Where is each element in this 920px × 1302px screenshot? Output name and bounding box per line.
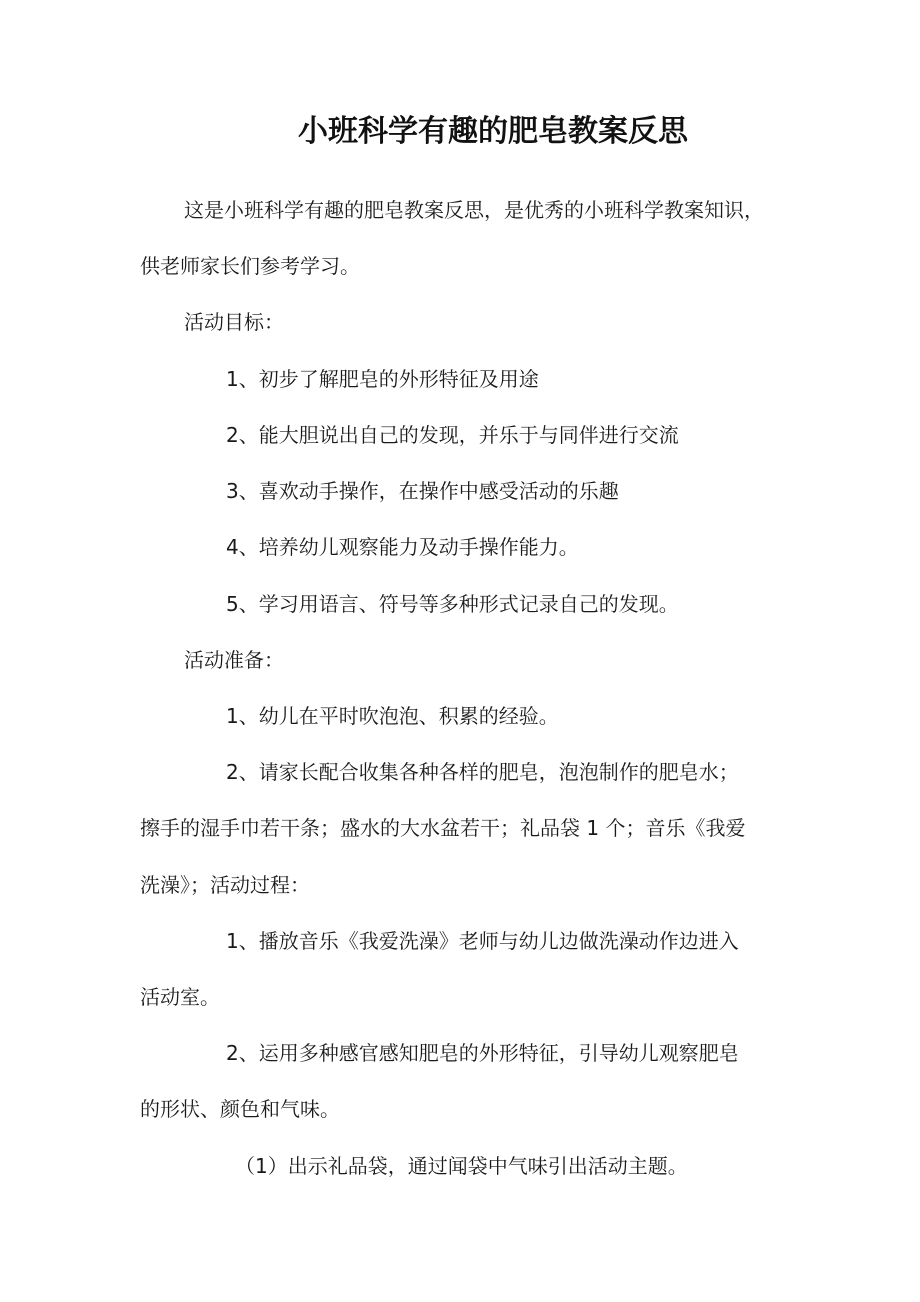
paragraph-line: 擦手的湿手巾若干条；盛水的大水盆若干；礼品袋 1 个；音乐《我爱 (140, 816, 746, 840)
section-heading: 活动准备： (184, 648, 284, 672)
section-heading: 活动目标： (184, 310, 284, 334)
document-title: 小班科学有趣的肥皂教案反思 (298, 114, 688, 149)
paragraph-line: 这是小班科学有趣的肥皂教案反思，是优秀的小班科学教案知识， (184, 198, 764, 222)
list-item: 2、请家长配合收集各种各样的肥皂，泡泡制作的肥皂水； (226, 760, 739, 784)
list-item: 2、能大胆说出自己的发现，并乐于与同伴进行交流 (226, 423, 679, 447)
paragraph-line: 活动室。 (140, 985, 220, 1009)
sub-list-item: （1）出示礼品袋，通过闻袋中气味引出活动主题。 (235, 1154, 688, 1178)
list-item: 3、喜欢动手操作，在操作中感受活动的乐趣 (226, 479, 619, 503)
paragraph-line: 洗澡》；活动过程： (140, 873, 310, 897)
list-item: 1、播放音乐《我爱洗澡》老师与幼儿边做洗澡动作边进入 (226, 929, 739, 953)
paragraph-line: 供老师家长们参考学习。 (140, 254, 360, 278)
list-item: 4、培养幼儿观察能力及动手操作能力。 (226, 535, 579, 559)
list-item: 1、幼儿在平时吹泡泡、积累的经验。 (226, 704, 559, 728)
list-item: 1、初步了解肥皂的外形特征及用途 (226, 367, 539, 391)
list-item: 5、学习用语言、符号等多种形式记录自己的发现。 (226, 592, 679, 616)
list-item: 2、运用多种感官感知肥皂的外形特征，引导幼儿观察肥皂 (226, 1041, 739, 1065)
paragraph-line: 的形状、颜色和气味。 (140, 1097, 340, 1121)
